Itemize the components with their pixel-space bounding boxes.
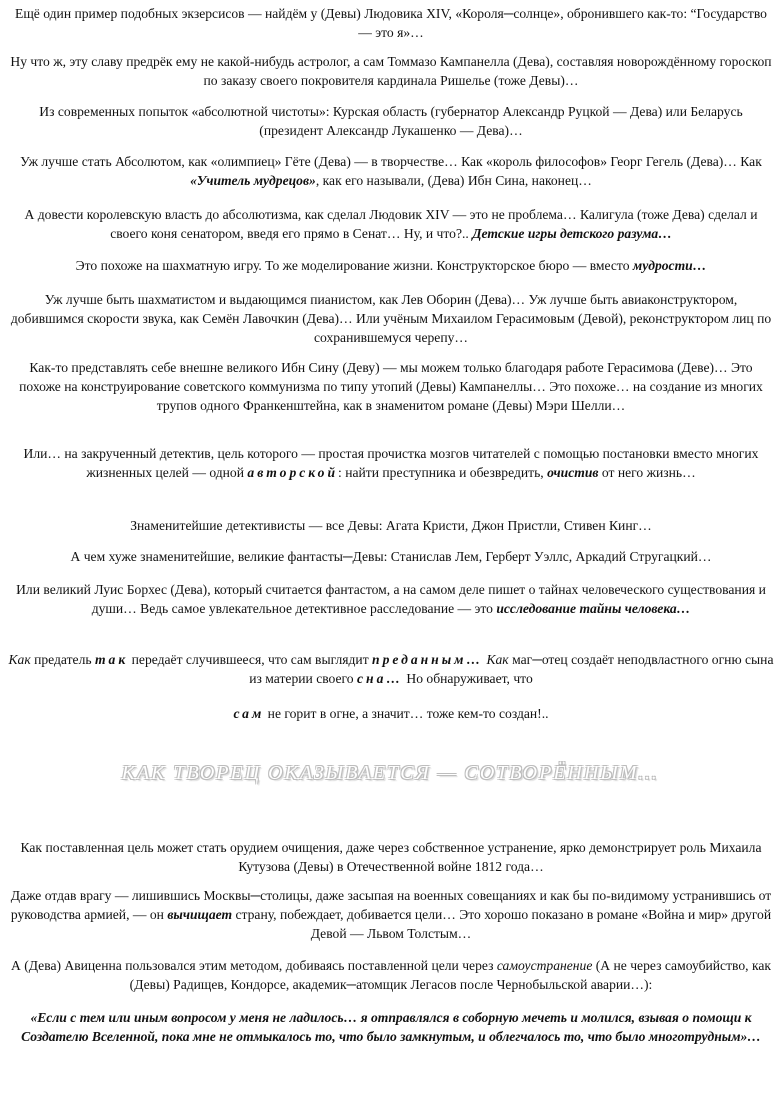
emphasis-so: так — [94, 652, 129, 667]
paragraph-louis-xiv: Ещё один пример подобных экзерсисов — найдём у (Девы) Людовика XIV, «Короля─солнце», обронившего как-то: “Государство — это я»… — [15, 6, 767, 40]
emphasis-human-mystery: исследование тайны человека… — [496, 601, 691, 616]
emphasis-himself: сам — [233, 706, 265, 721]
paragraph-not-burning: сам не горит в огне, а значит… тоже кем-то создан!.. — [233, 706, 549, 721]
paragraph-campanella: Ну что ж, эту славу предрёк ему не какой-нибудь астролог, а сам Томмазо Кампанелла (Дева), составляя новорождённому гороскоп по заказу своего покровителя кардинала Ришелье (тоже Девы)… — [10, 54, 772, 88]
paragraph-detective-writers: Знаменитейшие детективисты — все Девы: Агата Кристи, Джон Пристли, Стивен Кинг… — [130, 518, 652, 533]
emphasis-how: Как — [8, 652, 31, 667]
section-heading: КАК ТВОРЕЦ ОКАЗЫВАЕТСЯ — СОТВОРЁННЫМ… — [121, 762, 659, 784]
paragraph-avicenna: А (Дева) Авиценна пользовался этим методом, добиваясь поставленной цели через самоустранение (А не через самоубийство, как (Девы) Радищев, Кондорсе, академик─атомщик Легасов после Чернобыльской аварии…): — [10, 958, 771, 992]
emphasis-cleansing: очистив — [547, 465, 599, 480]
emphasis-devoted: преданным… — [372, 652, 484, 667]
emphasis-cleanses: вычищает — [167, 907, 233, 922]
paragraph-caligula: А довести королевскую власть до абсолютизма, как сделал Людовик XIV — это не проблема… Калигула (тоже Дева) сделал и своего коня сенатором, введя его прямо в Сенат… Ну, и что?.. Детские игры детского разума… — [24, 207, 758, 241]
emphasis-teacher-of-sages: «Учитель мудрецов» — [190, 173, 316, 188]
paragraph-borges: Или великий Луис Борхес (Дева), который считается фантастом, а на самом деле пишет о тайнах человеческого существования и души… Ведь самое увлекательное детективное расследование — это исследование тайны человека… — [16, 582, 766, 616]
emphasis-childish-games: Детские игры детского разума… — [472, 226, 672, 241]
paragraph-sci-fi-writers: А чем хуже знаменитейшие, великие фантасты─Девы: Станислав Лем, Герберт Уэллс, Аркадий Стругацкий… — [70, 549, 712, 564]
paragraph-oborin-lavochkin: Уж лучше быть шахматистом и выдающимся пианистом, как Лев Оборин (Дева)… Уж лучше быть авиаконструктором, добившимся скорости звука, как Семён Лавочкин (Дева)… Или учёным Михаилом Герасимовым (Девой), реконструктором лиц по сохранившемуся черепу… — [10, 292, 772, 345]
emphasis-dream: сна… — [357, 671, 403, 686]
emphasis-self-removal: самоустранение — [496, 958, 593, 973]
paragraph-kutuzov: Как поставленная цель может стать орудием очищения, даже через собственное устранение, ярко демонстрирует роль Михаила Кутузова (Девы) в Отечественной войне 1812 года… — [20, 840, 762, 874]
paragraph-gerasimov: Как-то представлять себе внешне великого Ибн Сину (Деву) — мы можем только благодаря работе Герасимова (Деве)… Это похоже на конструирование советского коммунизма по типу утопий (Девы) Кампанеллы… Это похоже… на создание из многих трупов одного Франкенштейна, как в знаменитом романе (Девы) Мэри Шелли… — [19, 360, 763, 413]
emphasis-authorial: авторской — [247, 465, 339, 480]
paragraph-absolute-purity: Из современных попыток «абсолютной чистоты»: Курская область (губернатор Александр Руцкой — Дева) или Беларусь (президент Александр Лукашенко — Дева)… — [39, 104, 743, 138]
paragraph-chess: Это похоже на шахматную игру. То же моделирование жизни. Конструкторское бюро — вместо мудрости… — [75, 258, 707, 273]
paragraph-goethe-hegel: Уж лучше стать Абсолютом, как «олимпиец» Гёте (Дева) — в творчестве… Как «король философов» Георг Гегель (Дева)… Как «Учитель мудрецов», как его называли, (Дева) Ибн Сина, наконец… — [20, 154, 762, 188]
emphasis-how-2: Как — [483, 652, 509, 667]
emphasis-wisdom: мудрости… — [632, 258, 707, 273]
quote-avicenna: «Если с тем или иным вопросом у меня не ладилось… я отправлялся в соборную мечеть и молился, взывая о помощи к Создателю Вселенной, пока мне не отмыкалось то, что было замкнутым, и облегчалось то, что было многотрудным»… — [21, 1010, 761, 1044]
paragraph-detective: Или… на закрученный детектив, цель которого — простая прочистка мозгов читателей с помощью постановки вместо многих жизненных целей — одной авторской: найти преступника и обезвредить, очистив от него жизнь… — [23, 446, 759, 480]
paragraph-moscow: Даже отдав врагу — лишившись Москвы─столицы, даже засыпая на военных совещаниях и как бы по-видимому устранившись от руководства армией, — он вычищает страну, побеждает, добивается цели… Это хорошо показано в романе «Война и мир» другой Девой — Львом Толстым… — [10, 888, 772, 941]
paragraph-traitor-magician: Как предатель так передаёт случившееся, что сам выглядит преданным… Как маг─отец создаёт неподвластного огню сына из материи своего сна… Но обнаруживает, что — [8, 652, 774, 686]
